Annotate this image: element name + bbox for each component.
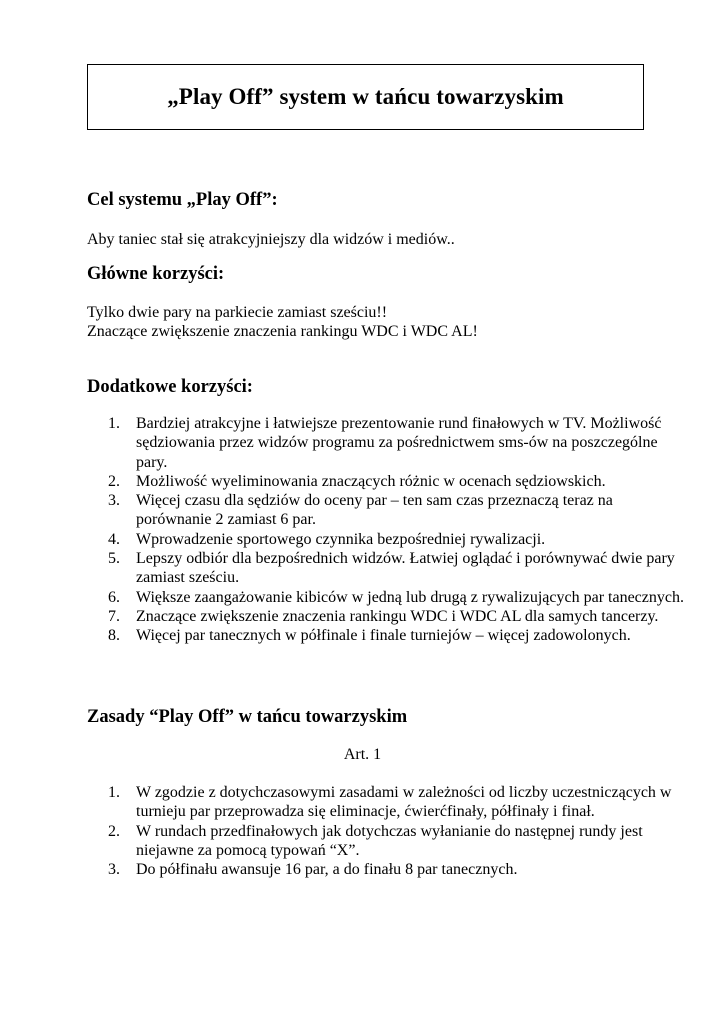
list-number: 5. <box>108 550 120 568</box>
list-text: Więcej czasu dla sędziów do oceny par – ten sam czas przeznaczą teraz na porównanie 2 zamiast 6 par. <box>136 492 613 529</box>
list-text: Wprowadzenie sportowego czynnika bezpośredniej rywalizacji. <box>136 530 546 548</box>
list-text: Bardziej atrakcyjne i łatwiejsze prezentowanie rund finałowych w TV. Możliwość sędziowania przez widzów programu za pośrednictwem sms-ów na poszczególne pary. <box>136 415 662 471</box>
list-number: 2. <box>108 472 120 490</box>
list-item <box>87 626 687 645</box>
list-text: Większe zaangażowanie kibiców w jedną lub drugą z rywalizujących par tanecznych. <box>136 588 684 606</box>
list-number: 6. <box>108 588 120 606</box>
list-text: Więcej par tanecznych w półfinale i finale turniejów – więcej zadowolonych. <box>136 627 631 645</box>
list-item <box>87 549 687 588</box>
list-number: 3. <box>108 492 120 510</box>
rules-list <box>87 783 687 879</box>
goal-text: Aby taniec stał się atrakcyjniejszy dla widzów i mediów.. <box>87 231 455 248</box>
list-number: 8. <box>108 627 120 645</box>
title-box <box>87 64 644 130</box>
main-benefits-heading: Główne korzyści: <box>87 264 225 284</box>
list-item <box>87 822 687 861</box>
list-number: 4. <box>108 530 120 548</box>
list-item <box>87 530 687 549</box>
list-item <box>87 472 687 491</box>
list-text: Do półfinału awansuje 16 par, a do finału 8 par tanecznych. <box>136 861 518 879</box>
list-text: Lepszy odbiór dla bezpośrednich widzów. Łatwiej oglądać i porównywać dwie pary zamiast sześciu. <box>136 550 675 587</box>
rules-heading: Zasady “Play Off” w tańcu towarzyskim <box>87 707 408 727</box>
list-number: 3. <box>108 861 120 879</box>
main-benefit-2: Znaczące zwiększenie znaczenia rankingu WDC i WDC AL! <box>87 323 478 340</box>
list-item <box>87 860 687 879</box>
page-title: „Play Off” system w tańcu towarzyskim <box>167 84 564 109</box>
list-item <box>87 607 687 626</box>
list-number: 2. <box>108 822 120 840</box>
main-benefit-1: Tylko dwie pary na parkiecie zamiast sześciu!! <box>87 304 388 321</box>
goal-heading: Cel systemu „Play Off”: <box>87 190 278 210</box>
extra-benefits-list <box>87 414 687 646</box>
list-number: 7. <box>108 607 120 625</box>
list-item <box>87 783 687 822</box>
extra-benefits-heading: Dodatkowe korzyści: <box>87 377 253 397</box>
list-text: Znaczące zwiększenie znaczenia rankingu WDC i WDC AL dla samych tancerzy. <box>136 607 659 625</box>
list-number: 1. <box>108 415 120 432</box>
list-item <box>87 491 687 530</box>
list-text: Możliwość wyeliminowania znaczących różnic w ocenach sędziowskich. <box>136 472 606 490</box>
list-text: W rundach przedfinałowych jak dotychczas wyłanianie do następnej rundy jest niejawne za pomocą typowań “X”. <box>136 822 643 859</box>
list-text: W zgodzie z dotychczasowymi zasadami w zależności od liczby uczestniczących w turnieju par przeprowadza się eliminacje, ćwierćfinały, półfinały i finał. <box>136 784 672 821</box>
list-item <box>87 414 687 472</box>
list-item <box>87 588 687 607</box>
list-number: 1. <box>108 784 120 801</box>
article-label: Art. 1 <box>343 746 382 763</box>
